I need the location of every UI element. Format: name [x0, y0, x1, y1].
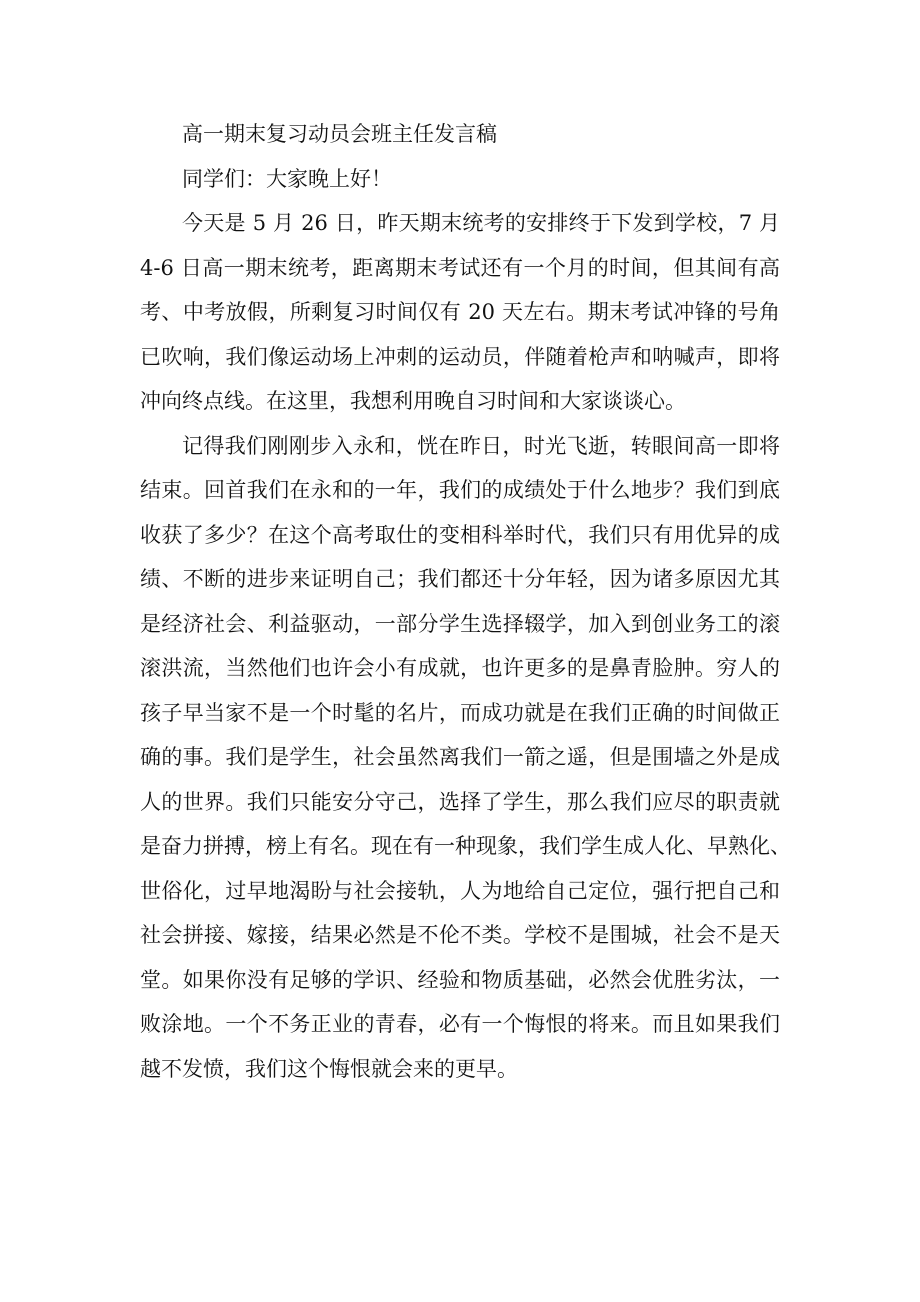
greeting-line: 同学们：大家晚上好！ — [182, 166, 392, 191]
paragraph-line: 记得我们刚刚步入永和，恍在昨日，时光飞逝，转眼间高一即将 — [182, 433, 780, 458]
document-body — [140, 112, 791, 1091]
paragraph-line: 败涂地。一个不务正业的青春，必有一个悔恨的将来。而且如果我们 — [140, 1012, 780, 1036]
paragraph-line: 确的事。我们是学生，社会虽然离我们一箭之遥，但是围墙之外是成 — [140, 745, 780, 769]
paragraph-line: 社会拼接、嫁接，结果必然是不伦不类。学校不是围城，社会不是天 — [140, 923, 780, 947]
paragraph-line: 今天是 5 月 26 日，昨天期末统考的安排终于下发到学校，7 月 — [182, 211, 780, 235]
paragraph-line: 人的世界。我们只能安分守己，选择了学生，那么我们应尽的职责就 — [140, 789, 780, 814]
paragraph-line: 冲向终点线。在这里，我想利用晚自习时间和大家谈谈心。 — [140, 389, 686, 413]
paragraph-line: 已吹响，我们像运动场上冲刺的运动员，伴随着枪声和呐喊声，即将 — [140, 344, 780, 369]
document-title: 高一期末复习动员会班主任发言稿 — [182, 122, 497, 146]
paragraph-line: 是经济社会、利益驱动，一部分学生选择辍学，加入到创业务工的滚 — [140, 611, 780, 636]
paragraph-2 — [140, 424, 791, 1092]
paragraph-line: 越不发愤，我们这个悔恨就会来的更早。 — [140, 1056, 518, 1081]
paragraph-line: 考、中考放假，所剩复习时间仅有 20 天左右。期末考试冲锋的号角 — [140, 300, 780, 324]
paragraph-line: 是奋力拼搏，榜上有名。现在有一种现象，我们学生成人化、早熟化、 — [140, 834, 791, 858]
paragraph-line: 世俗化，过早地渴盼与社会接轨，人为地给自己定位，强行把自己和 — [140, 878, 780, 903]
paragraph-line: 孩子早当家不是一个时髦的名片，而成功就是在我们正确的时间做正 — [140, 700, 780, 725]
paragraph-line: 滚洪流，当然他们也许会小有成就，也许更多的是鼻青脸肿。穷人的 — [140, 656, 780, 680]
paragraph-1 — [140, 201, 780, 424]
paragraph-line: 堂。如果你没有足够的学识、经验和物质基础，必然会优胜劣汰，一 — [140, 967, 780, 992]
paragraph-line: 绩、不断的进步来证明自己；我们都还十分年轻，因为诸多原因尤其 — [140, 567, 780, 591]
paragraph-line: 4-6 日高一期末统考，距离期末考试还有一个月的时间，但其间有高 — [140, 255, 780, 280]
paragraph-line: 收获了多少？在这个高考取仕的变相科举时代，我们只有用优异的成 — [140, 522, 780, 547]
paragraph-line: 结束。回首我们在永和的一年，我们的成绩处于什么地步？我们到底 — [140, 478, 780, 502]
